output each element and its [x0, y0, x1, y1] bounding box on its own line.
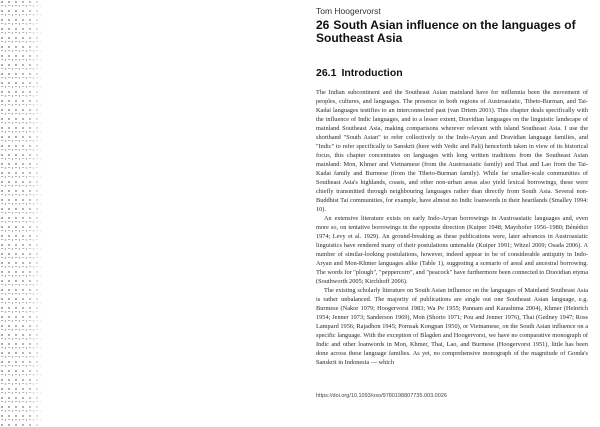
- paragraph: The Indian subcontinent and the Southeast Asian mainland have for millennia been the movement of peoples, cultures, and languages. The presence in both regions of Austroasiatic, Tibeto-Burman, and Tai-Kadai languages testifies to an interconnected past (van Driem 2001). This chapter deals specifically with the influence of Indic languages, and to a lesser extent, Dravidian languages on the linguistic landscape of mainland Southeast Asia, making comparisons wherever relevant with island Southeast Asia. I use the shorthand "South Asian" to refer collectively to the Indo-Aryan and Dravidian language families, and "Indic" to refer specifically to Sanskrit (here with Vedic and Pali) henceforth taken in view of its historical focus, this chapter concentrates on languages with long written traditions from the Southeast Asian mainland: Mon, Khmer and Vietnamese (from the Austroasiatic family) and Thai and Lao from the Tai-Kadai family and Burmese (from the Tibeto-Burman family). While far smaller-scale communities of Southeast Asia's highlands, coasts, and other non-urban areas also yield lexical borrowings, these were chiefly transmitted through neighbouring languages rather than directly from South Asia. Several non-Buddhist Tai communities, for example, have almost no Indic loanwords in their heartlands (Smalley 1994: 10).: [316, 89, 588, 213]
- paragraph: The existing scholarly literature on South Asian influence on the languages of Mainland Southeast Asia is rather unbalanced. The majority of publications are single out one Southeast Asian language, e.g. Burmese (Nakor 1979; Hoogervorst 1983; Wa Pe 1955; Pannam and Karashima 2004), Khmer (Heinrich 1954; Jenner 1973; Sanderson 1969), Mon (Shorto 1971; Pou and Jenner 1976), Thai (Gedney 1947; Ross Lampard 1956; Rajadhon 1945; Pornsak Kongpan 1950), or Vietnamese, on the South Asian influence on a specific language. With the exception of Blagden and Hoogervorst, we have no comparative monograph of Indic and other loanwords in Mon, Khmer, Thai, Lao, and Burmese (Hoogervorst 1951), little has been done across these language families. As yet, no comprehensive monograph of the magnitude of Gonda's Sanskrit in Indonesia — which: [316, 287, 588, 366]
- paragraph: An extensive literature exists on early Indo-Aryan borrowings in Austroasiatic languages and, even more so, on tentative borrowings in the opposite direction (Kuiper 1948; Mayrhofer 1956–1980; Bénédict 1974; Levy et al. 1929). An ground-breaking as these publications were, later advances in Austroasiatic linguistics have rendered many of their postulations untenable (Kuiper 1991; Witzel 2009; Osada 2006). A number of similar-looking postulations, however, indeed appear to be of considerable antiquity in Indo-Aryan and Mon-Khmer languages alike (Table 1), suggesting a scenario of areal and ancestral borrowing. The words for "plough", "peppercorn", and "peacock" have furthermore been connected to Dravidian etyma (Southworth 2005; Kirchhoff 2006).: [316, 215, 588, 285]
- body-text: [316, 88, 588, 367]
- book-page: [316, 6, 588, 367]
- section-heading: [316, 67, 588, 79]
- chapter-author: Tom Hoogervorst: [316, 6, 381, 16]
- section-heading-text: Introduction: [341, 67, 403, 79]
- chapter-title-text: South Asian influence on the languages of Southeast Asia: [316, 18, 576, 45]
- decorative-margin-pattern-icon: [0, 0, 44, 427]
- doi-link[interactable]: https://doi.org/10.1093/oso/9780198807735.003.0026: [316, 393, 447, 399]
- chapter-number: 26: [316, 18, 330, 32]
- section-number: 26.1: [316, 67, 337, 79]
- chapter-title: [316, 19, 588, 45]
